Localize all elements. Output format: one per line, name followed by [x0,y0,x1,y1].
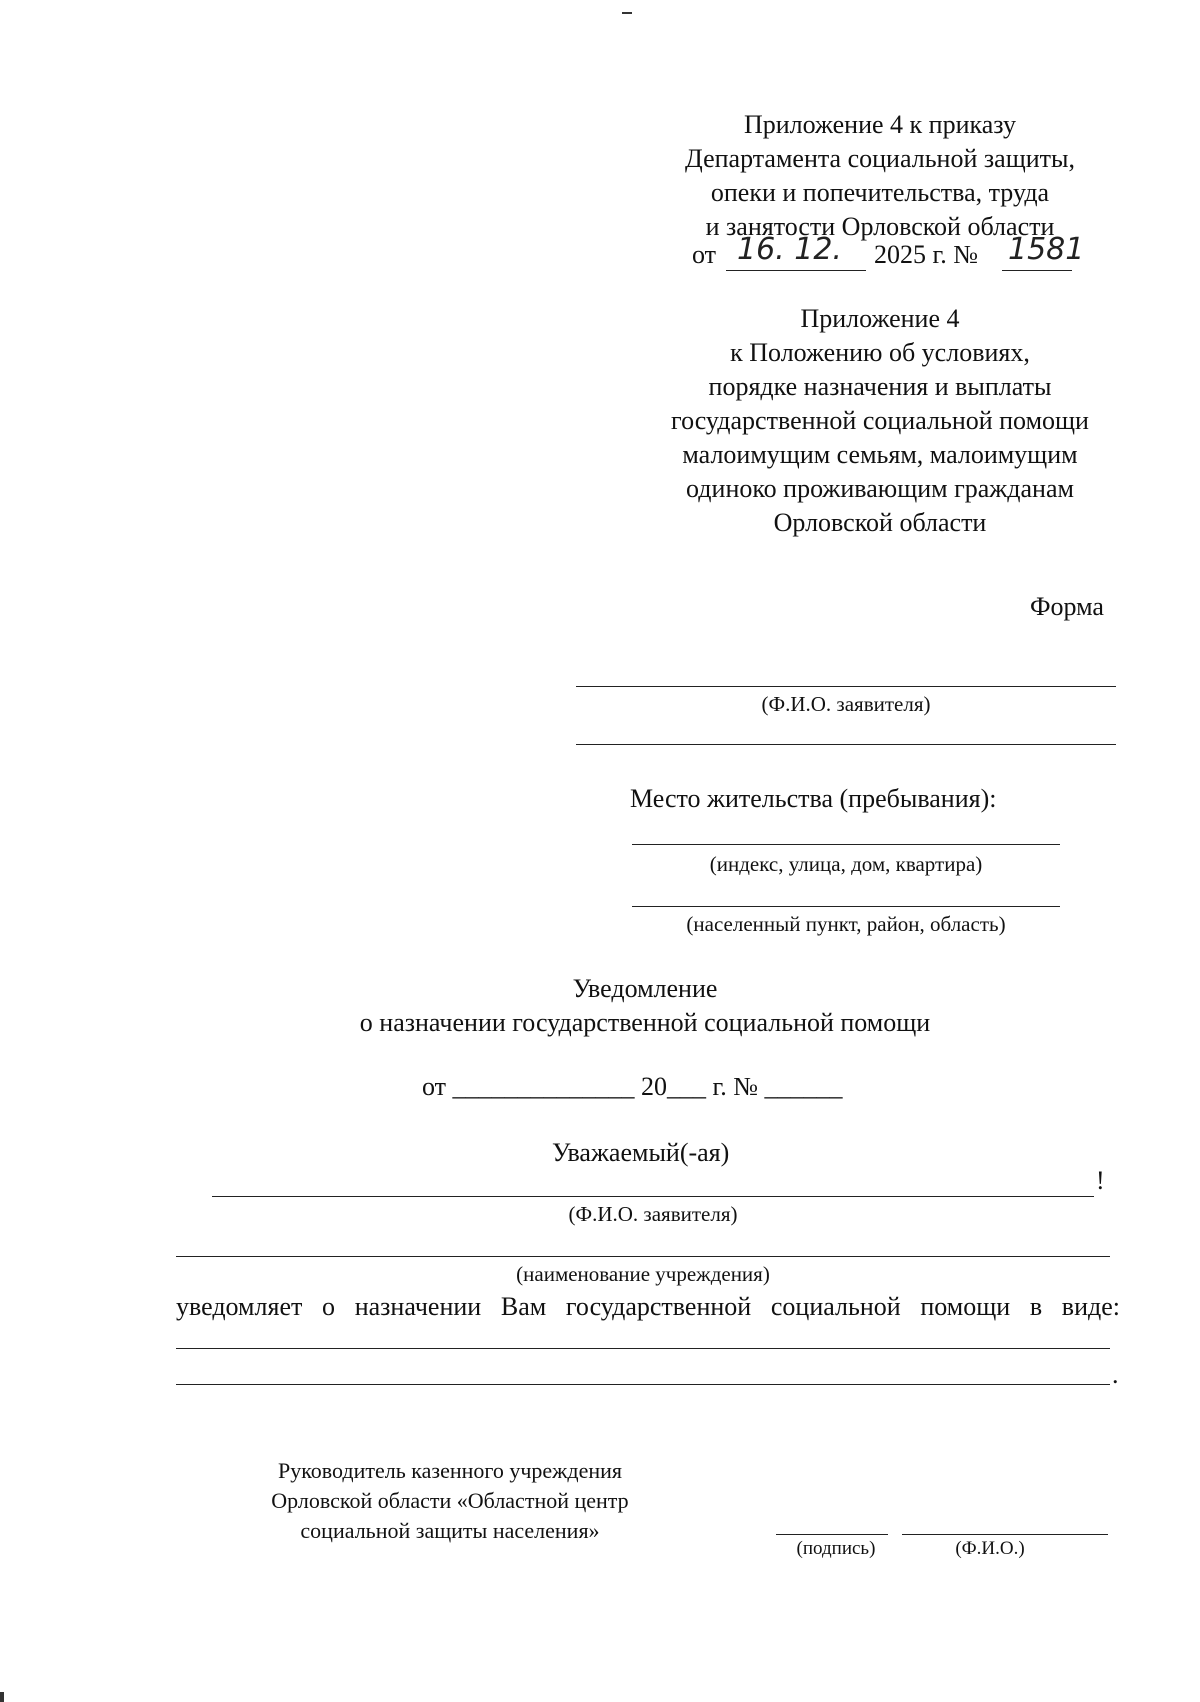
appendix-header-line-7: Орловской области [773,508,987,537]
appendix-header-line-6: одиноко проживающим гражданам [686,474,1074,503]
order-year: 2025 г. № [874,240,979,269]
head-signature-line-1: Руководитель казенного учреждения [277,1458,623,1483]
final-dot: . [1112,1360,1119,1389]
order-header-line-3: опеки и попечительства, труда [710,178,1050,207]
scan-artifact [622,12,632,14]
head-signature-block [230,1456,670,1546]
notice-title: Уведомление [572,974,718,1003]
order-date-prefix: от [692,240,717,269]
signature-caption: (подпись) [796,1538,876,1559]
applicant-name-caption: (Ф.И.О. заявителя) [761,692,931,716]
order-header-line-1: Приложение 4 к приказу [743,110,1016,139]
order-date-underline [726,270,866,271]
order-number-underline [1002,270,1072,271]
residence-label: Место жительства (пребывания): [630,784,997,813]
order-header-line-4: и занятости Орловской области [705,212,1055,241]
institution-field[interactable] [176,1256,1110,1257]
signature-field[interactable] [776,1534,888,1535]
appendix-header [640,302,1120,540]
notice-title-block [290,972,1000,1040]
scan-artifact-bottom [0,1692,4,1702]
appendix-header-line-5: малоимущим семьям, малоимущим [682,440,1078,469]
head-signature-line-3: социальной защиты населения» [300,1518,600,1543]
form-label: Форма [1030,592,1104,621]
applicant-extra-field[interactable] [576,744,1116,745]
order-header-line-2: Департамента социальной защиты, [685,144,1075,173]
assistance-type-field-1[interactable] [176,1348,1110,1349]
notify-text: уведомляет о назначении Вам государственной социальной помощи в виде: [176,1292,1120,1321]
locality-caption: (населенный пункт, район, область) [686,912,1006,936]
applicant-name-field[interactable] [576,686,1116,687]
institution-caption: (наименование учреждения) [516,1262,770,1286]
signer-name-field[interactable] [902,1534,1108,1535]
order-header [640,108,1120,244]
appendix-header-line-4: государственной социальной помощи [671,406,1089,435]
exclamation-mark: ! [1096,1166,1105,1195]
assistance-type-field-2[interactable] [176,1384,1110,1385]
salutation-caption: (Ф.И.О. заявителя) [568,1202,738,1226]
order-number-handwritten: 1581 [1008,232,1085,267]
address-caption: (индекс, улица, дом, квартира) [709,852,983,876]
order-date-line [692,232,1112,280]
salutation: Уважаемый(-ая) [552,1138,730,1167]
appendix-header-line-2: к Положению об условиях, [730,338,1030,367]
salutation-name-field[interactable] [212,1196,1094,1197]
head-signature-line-2: Орловской области «Областной центр [271,1488,629,1513]
appendix-header-line-1: Приложение 4 [800,304,960,333]
notice-date-line: от ______________ 20___ г. № ______ [422,1072,843,1101]
notice-subtitle: о назначении государственной социальной помощи [359,1008,931,1037]
appendix-header-line-3: порядке назначения и выплаты [708,372,1052,401]
address-field[interactable] [632,844,1060,845]
order-date-handwritten: 16. 12. [737,232,842,267]
signer-name-caption: (Ф.И.О.) [955,1538,1025,1559]
locality-field[interactable] [632,906,1060,907]
